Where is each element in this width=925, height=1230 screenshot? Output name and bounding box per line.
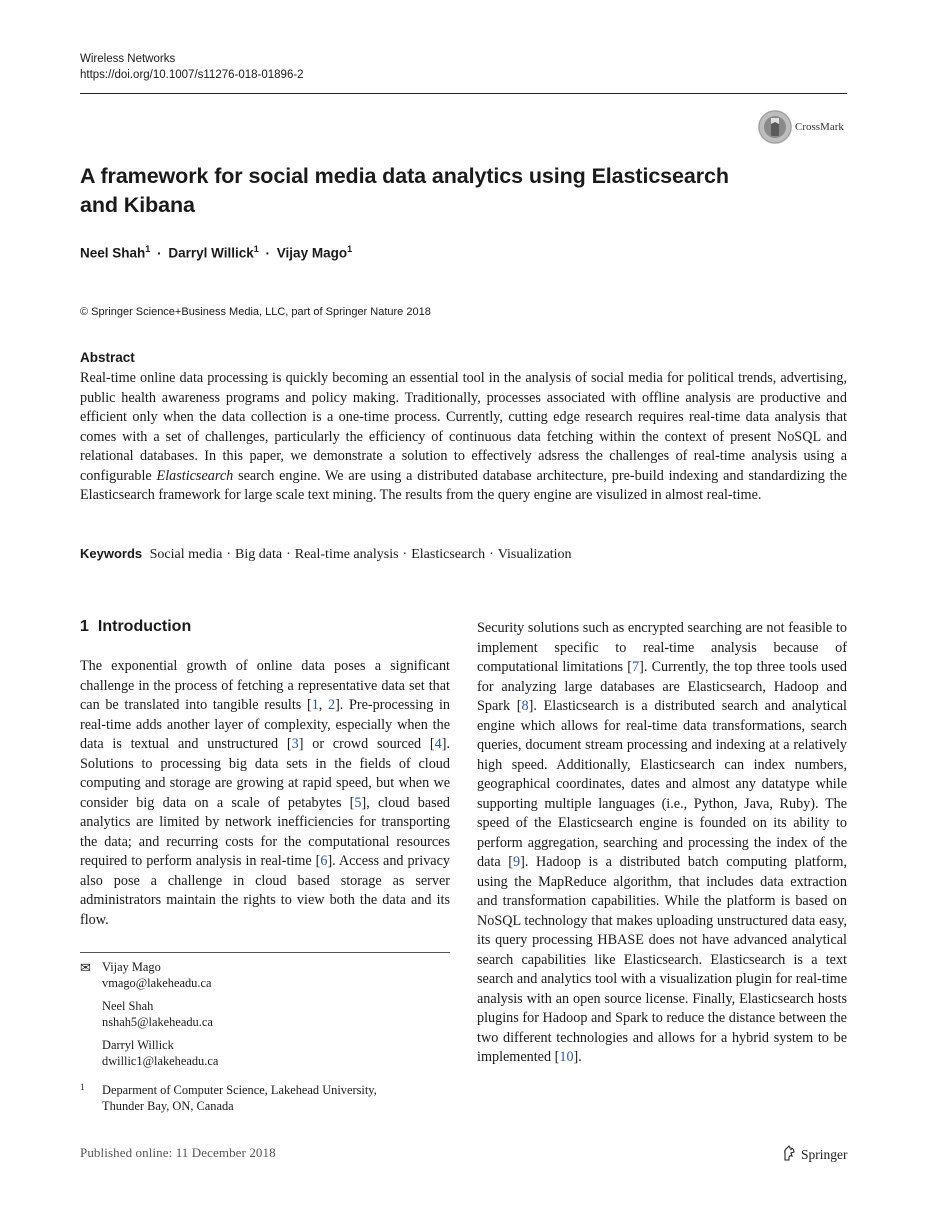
- springer-horse-icon: [782, 1145, 797, 1165]
- author-list: [80, 244, 352, 261]
- contact-entry: [102, 1038, 450, 1069]
- body-text: ]. Access and privacy also pose a challenge in cloud based storage as server administrators maintain the rights to view both the data and its flow.: [80, 853, 450, 928]
- citation-link[interactable]: 3: [291, 736, 299, 752]
- contact-entry: [102, 999, 450, 1030]
- title-line-2: and Kibana: [80, 193, 195, 217]
- affiliation-mark: 1: [80, 1082, 85, 1092]
- keyword: Visualization: [497, 547, 572, 562]
- body-text: ], cloud based analytics are limited by network inefficiencies for transporting the data; and recurring costs for the computational resources required to perform analysis in real-time [: [80, 794, 450, 869]
- crossmark-icon: [758, 110, 792, 144]
- citation-link[interactable]: 1: [311, 697, 319, 713]
- abstract-text-part: search engine. We are using a distributed database architecture, pre-build indexing and standardizing the Elasticsearch framework for large scale text mining. The results from the query engine are visulized in almost real-time.: [80, 467, 847, 503]
- keyword-separator: ·: [402, 547, 408, 562]
- springer-logo: [782, 1145, 848, 1165]
- author-name[interactable]: Vijay Mago: [276, 245, 348, 261]
- body-text: ].: [573, 1049, 582, 1065]
- keyword: Social media: [149, 547, 223, 562]
- crossmark-badge[interactable]: [758, 110, 844, 144]
- contact-name: Darryl Willick: [102, 1038, 174, 1052]
- body-text: ]. Hadoop is a distributed batch computing platform, using the MapReduce algorithm, that includes data extraction and transformation capabilities. While the platform is based on NoSQL technology that makes uploading unstructured data easy, its query processing HBASE does not have advanced analytical search capabilities like Elasticsearch. Elasticsearch is a text search and analytics tool with a visualization plugin for real-time analysis with an open source license. Finally, Elasticsearch hosts plugins for Hadoop and Spark to reduce the distance between the two different technologies and allows for a hybrid system to be implemented [: [477, 854, 847, 1065]
- journal-name: Wireless Networks: [80, 53, 176, 65]
- crossmark-label: CrossMark: [795, 121, 844, 133]
- affiliation-marker: 1: [347, 244, 353, 254]
- abstract-heading: Abstract: [80, 350, 135, 365]
- citation-link[interactable]: 5: [354, 794, 362, 811]
- affiliation-line: Deparment of Computer Science, Lakehead University,: [102, 1083, 377, 1097]
- keyword: Elasticsearch: [411, 547, 486, 562]
- body-text: ] or crowd sourced [: [298, 736, 435, 752]
- keyword-separator: ·: [489, 547, 494, 562]
- body-text: ,: [318, 697, 328, 713]
- author-separator: ·: [265, 245, 271, 261]
- keyword-separator: ·: [286, 547, 291, 562]
- citation-link[interactable]: 4: [434, 736, 442, 752]
- author-name[interactable]: Neel Shah: [80, 245, 146, 261]
- doi-link[interactable]: https://doi.org/10.1007/s11276-018-01896-2: [80, 69, 304, 81]
- title-line-1: A framework for social media data analytics using Elasticsearch: [80, 164, 729, 188]
- section-heading-introduction: [80, 618, 191, 636]
- abstract-italic-term: Elasticsearch: [156, 467, 234, 484]
- citation-link[interactable]: 10: [559, 1049, 574, 1065]
- contact-entry: [80, 960, 450, 991]
- citation-link[interactable]: 6: [320, 853, 328, 869]
- journal-header: [80, 51, 304, 83]
- keywords-line: [80, 544, 572, 564]
- body-text: ]. Pre-processing in real-time adds another layer of complexity, especially when the data is textual and unstructured [: [80, 697, 451, 752]
- keyword: Real-time analysis: [294, 547, 399, 562]
- contact-name: Vijay Mago: [102, 960, 161, 974]
- affiliation-marker: 1: [253, 244, 259, 254]
- citation-link[interactable]: 2: [327, 697, 336, 713]
- article-title: [80, 162, 780, 220]
- contact-email[interactable]: nshah5@lakeheadu.ca: [102, 1014, 213, 1029]
- keywords-label: Keywords: [80, 546, 143, 561]
- contact-name: Neel Shah: [102, 999, 154, 1013]
- body-text: ]. Currently, the top three tools used for analyzing large databases are Elasticsearch, Hadoop and Spark [: [477, 659, 847, 714]
- keyword-separator: ·: [226, 547, 232, 562]
- abstract-text: [80, 369, 847, 506]
- affiliation-footnote: [80, 1083, 450, 1114]
- citation-link[interactable]: 9: [513, 854, 521, 870]
- section-title: Introduction: [97, 618, 192, 635]
- citation-link[interactable]: 7: [632, 659, 640, 675]
- body-text: ]. Solutions to processing big data sets in the fields of cloud computing and storage are growing at rapid speed, but when we consider big data on a scale of petabytes [: [80, 736, 451, 811]
- body-text: Security solutions such as encrypted searching are not feasible to implement specific to real-time analysis because of computational limitations [: [477, 620, 847, 675]
- intro-left-column: [80, 657, 450, 930]
- contact-email[interactable]: dwillic1@lakeheadu.ca: [102, 1053, 219, 1068]
- section-number: 1: [80, 618, 89, 635]
- contact-footnotes: [80, 960, 450, 1077]
- publisher-name: Springer: [801, 1147, 848, 1162]
- published-date: Published online: 11 December 2018: [80, 1145, 276, 1160]
- abstract-text-part: Real-time online data processing is quickly becoming an essential tool in the analysis of social media for political trends, advertising, public health awareness programs and policy making. Traditionally, processes associated with offline analysis are productive and efficient only when the data collection is a one-time process. Currently, cutting edge research requires real-time data analysis that comes with a set of challenges, particularly the efficiency of continuous data fetching within the context of present NoSQL and relational databases. In this paper, we demonstrate a solution to effectively adsress the challenges of real-time analysis using a configurable: [80, 370, 847, 484]
- header-rule: [80, 93, 847, 94]
- copyright-notice: © Springer Science+Business Media, LLC, part of Springer Nature 2018: [80, 306, 431, 318]
- intro-right-column: [477, 619, 847, 1068]
- affiliation-marker: 1: [145, 244, 151, 254]
- envelope-icon: ✉: [80, 960, 91, 975]
- footnote-rule: [80, 952, 450, 953]
- author-separator: ·: [157, 245, 162, 261]
- affiliation-line: Thunder Bay, ON, Canada: [102, 1098, 234, 1113]
- citation-link[interactable]: 8: [521, 698, 529, 714]
- body-text: ]. Elasticsearch is a distributed search and analytical engine which allows for real-time data transformations, search queries, document stream processing and indexing at a relatively high speed. Additionally, Elasticsearch can index numbers, geographical coordinates, dates and almost any datatype while supporting multiple languages (i.e., Python, Java, Ruby). The speed of the Elasticsearch engine is founded on its ability to perform aggregation, searching and processing the index of the data [: [477, 698, 847, 870]
- body-text: The exponential growth of online data poses a significant challenge in the process of fetching a representative data set that can be translated into tangible results [: [80, 658, 450, 713]
- keyword: Big data: [235, 547, 283, 562]
- author-name[interactable]: Darryl Willick: [168, 245, 254, 261]
- contact-email[interactable]: vmago@lakeheadu.ca: [102, 975, 212, 990]
